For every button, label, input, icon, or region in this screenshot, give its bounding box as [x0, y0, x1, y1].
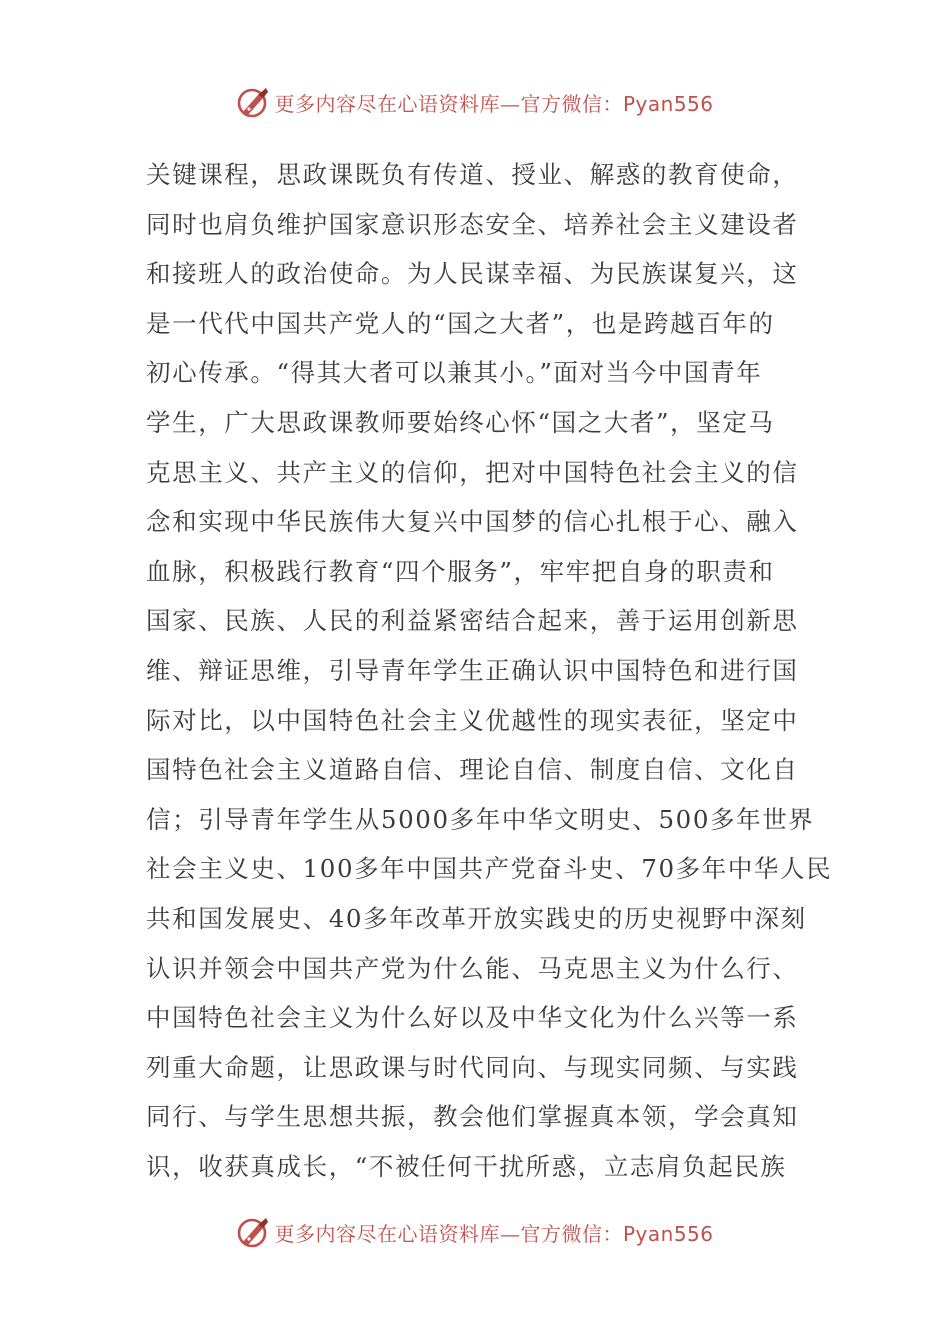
pen-nib-logo-icon [236, 85, 270, 119]
body-text-line: 克思主义、共产主义的信仰，把对中国特色社会主义的信 [146, 457, 799, 487]
body-text-line: 和接班人的政治使命。为人民谋幸福、为民族谋复兴，这 [146, 259, 799, 289]
body-text-line: 初心传承。“得其大者可以兼其小。”面对当今中国青年 [146, 358, 763, 388]
body-text-line: 列重大命题，让思政课与时代同向、与现实同频、与实践 [146, 1052, 799, 1082]
footer-banner-text [274, 1218, 713, 1247]
body-text-line: 识，收获真成长，“不被任何干扰所惑，立志肩负起民族 [146, 1151, 787, 1181]
body-text-line: 同行、与学生思想共振，教会他们掌握真本领，学会真知 [146, 1102, 799, 1132]
body-text-line: 学生，广大思政课教师要始终心怀“国之大者”，坚定马 [146, 407, 775, 437]
body-text-line: 同时也肩负维护国家意识形态安全、培养社会主义建设者 [146, 209, 799, 239]
body-text-line: 念和实现中华民族伟大复兴中国梦的信心扎根于心、融入 [146, 507, 799, 537]
body-text-line: 血脉，积极践行教育“四个服务”，牢牢把自身的职责和 [146, 556, 775, 586]
body-text-line: 社会主义史、100多年中国共产党奋斗史、70多年中华人民 [146, 854, 833, 884]
body-text-line: 认识并领会中国共产党为什么能、马克思主义为什么行、 [146, 953, 799, 983]
document-body [146, 150, 833, 1191]
footer-banner [0, 1212, 950, 1252]
body-text-line: 信；引导青年学生从5000多年中华文明史、500多年世界 [146, 804, 815, 834]
footer-banner-id: Pyan556 [622, 1221, 714, 1246]
footer-banner-label: 更多内容尽在心语资料库—官方微信： [274, 1221, 623, 1246]
body-text-line: 国家、民族、人民的利益紧密结合起来，善于运用创新思 [146, 606, 799, 636]
header-banner-text [274, 88, 713, 117]
body-text-line: 关键课程，思政课既负有传道、授业、解惑的教育使命， [146, 160, 799, 189]
body-text-line: 国特色社会主义道路自信、理论自信、制度自信、文化自 [146, 755, 799, 785]
body-text-line: 维、辩证思维，引导青年学生正确认识中国特色和进行国 [146, 655, 799, 685]
body-text-line: 中国特色社会主义为什么好以及中华文化为什么兴等一系 [146, 1003, 799, 1033]
pen-nib-logo-icon [236, 1215, 270, 1249]
header-banner-id: Pyan556 [622, 91, 714, 116]
body-text-line: 是一代代中国共产党人的“国之大者”，也是跨越百年的 [146, 308, 775, 338]
header-banner-label: 更多内容尽在心语资料库—官方微信： [274, 91, 623, 116]
header-banner [0, 82, 950, 122]
body-text-line: 共和国发展史、40多年改革开放实践史的历史视野中深刻 [146, 903, 807, 933]
body-text-line: 际对比，以中国特色社会主义优越性的现实表征，坚定中 [146, 705, 799, 735]
